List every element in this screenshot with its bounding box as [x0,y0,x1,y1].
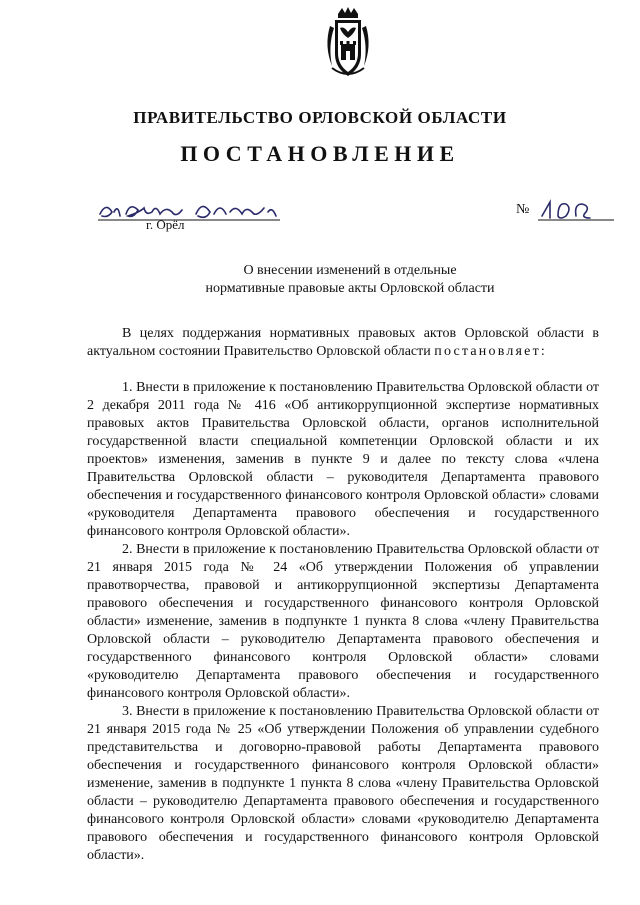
number-label: № [516,202,530,217]
intro-verb: постановляет: [434,344,547,359]
paragraph-3: 3. Внести в приложение к постановлению Правительства Орловской области от 21 января 2015 года № 25 «Об утверждении Положения об управлении судебного представительства и договорно-правовой работы Департамента правового обеспечения и государственного финансового контроля Орловской области» изменение, заменив в подпункте 1 пункта 8 слова «члену Правительства Орловской области – руководителю Департамента правового обеспечения и государственного финансового контроля Орловской области» словами «руководителю Департамента правового обеспечения и государственного финансового контроля Орловской области». [87,704,599,863]
subject-line-1: О внесении изменений в отдельные [243,263,457,278]
intro-paragraph [87,325,599,361]
government-name: ПРАВИТЕЛЬСТВО ОРЛОВСКОЙ ОБЛАСТИ [133,108,507,127]
coat-of-arms-icon [322,6,374,80]
decree-subject [150,262,550,298]
document-number [516,198,616,228]
handwritten-date [96,192,286,228]
city-label: г. Орёл [146,217,185,232]
document-title: ПОСТАНОВЛЕНИЕ [180,141,460,166]
decree-body [87,325,599,865]
intro-text: В целях поддержания нормативных правовых актов Орловской области в актуальном состоянии Правительство Орловской области [87,326,599,359]
subject-line-2: нормативные правовые акты Орловской области [205,281,495,296]
paragraph-2: 2. Внести в приложение к постановлению Правительства Орловской области от 21 января 2015 года № 24 «Об утверждении Положения об управлении правотворчества, правовой и антикоррупционной экспертизы Департамента правового обеспечения и государственного финансового контроля Орловской области» изменение, заменив в подпункте 1 пункта 8 слова «члену Правительства Орловской области – руководителю Департамента правового обеспечения и государственного финансового контроля Орловской области» словами «руководителю Департамента правового обеспечения и государственного финансового контроля Орловской области». [87,542,599,701]
handwritten-number [536,198,616,224]
paragraph-1: 1. Внести в приложение к постановлению Правительства Орловской области от 2 декабря 2011 года № 416 «Об антикоррупционной экспертизе нормативных правовых актов Правительства Орловской области, органов исполнительной государственной власти специальной компетенции Орловской области и их проектов» изменения, заменив в пункте 9 и далее по тексту слова «члена Правительства Орловской области – руководителя Департамента правового обеспечения и государственного финансового контроля Орловской области» словами «руководителя Департамента правового обеспечения и государственного финансового контроля Орловской области». [87,380,599,539]
